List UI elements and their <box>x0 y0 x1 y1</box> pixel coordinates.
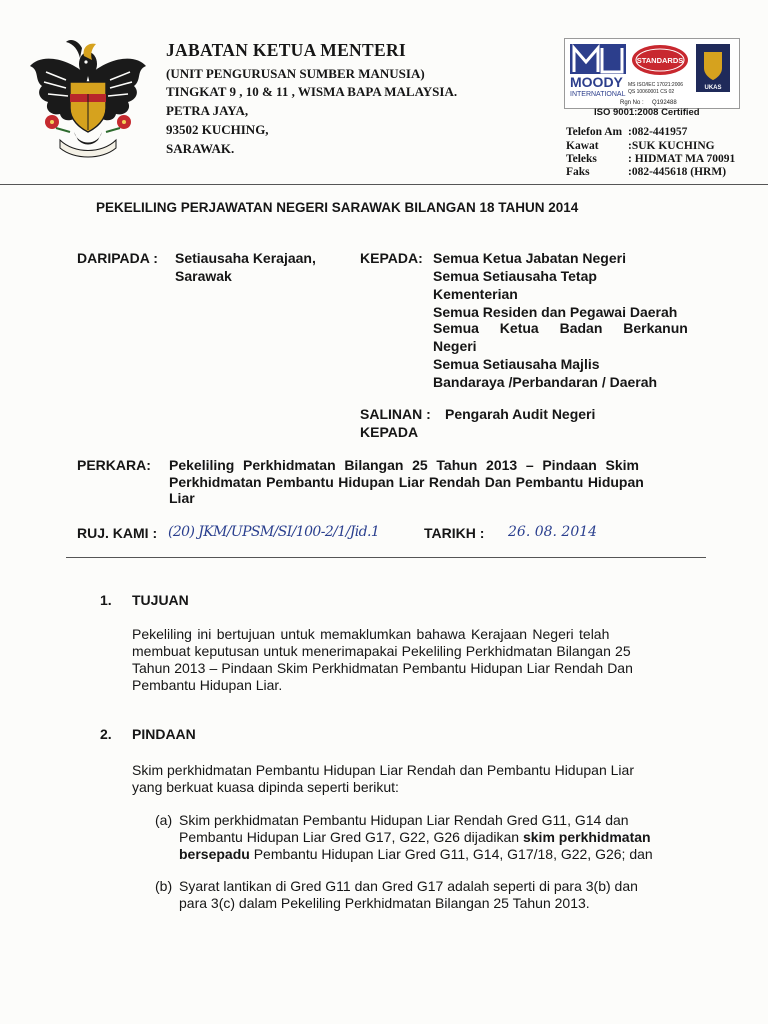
iso-certified-label: ISO 9001:2008 Certified <box>594 107 700 118</box>
ms-line-1: MS ISO/IEC 17021:2006 <box>628 82 684 88</box>
ukas-text: UKAS <box>704 85 722 91</box>
contact-telegraph <box>566 140 715 152</box>
organisation-name: JABATAN KETUA MENTERI <box>166 40 406 60</box>
recipient-line: Semua Residen dan Pegawai Daerah <box>433 304 678 320</box>
rgn-label: Rgn No <box>620 100 641 106</box>
recipient-line: Semua Setiausaha Majlis <box>433 356 600 372</box>
contact-value: :082-445618 (HRM) <box>628 166 727 178</box>
subject-line: Pekeliling Perkhidmatan Bilangan 25 Tahun 2013 – Pindaan Skim <box>169 457 639 473</box>
svg-text::: : <box>642 100 644 106</box>
paragraph-line: Pembantu Hidupan Liar. <box>132 677 283 693</box>
list-item-line: para 3(c) dalam Pekeliling Perkhidmatan Bilangan 25 Tahun 2013. <box>179 895 590 911</box>
reference-divider <box>66 557 706 558</box>
contact-fax <box>566 166 726 178</box>
paragraph-line: yang berkuat kuasa dipinda seperti berikut: <box>132 779 399 795</box>
address-line-postcode: 93502 KUCHING, <box>166 122 269 137</box>
list-item-line: Pembantu Hidupan Liar Gred G17, G22, G26 dijadikan skim perkhidmatan <box>179 829 651 845</box>
address-line-state: SARAWAK. <box>166 141 235 156</box>
moody-sub-text: INTERNATIONAL <box>570 91 626 98</box>
contact-key: Kawat <box>566 140 599 152</box>
from-label: DARIPADA : <box>77 250 158 266</box>
circular-title: PEKELILING PERJAWATAN NEGERI SARAWAK BILANGAN 18 TAHUN 2014 <box>96 200 579 215</box>
copy-label: SALINAN : <box>360 406 431 422</box>
copy-recipient: Pengarah Audit Negeri <box>445 406 596 422</box>
contact-value: :SUK KUCHING <box>628 140 715 152</box>
letterhead-divider <box>0 184 768 185</box>
standards-text: STANDARDS <box>636 56 684 65</box>
recipient-line: Semua Ketua Jabatan Negeri <box>433 250 626 266</box>
from-line: Setiausaha Kerajaan, <box>175 250 316 266</box>
subject-line: Liar <box>169 490 195 506</box>
address-line-unit: (UNIT PENGURUSAN SUMBER MANUSIA) <box>166 66 425 81</box>
list-item-line: Skim perkhidmatan Pembantu Hidupan Liar Rendah Gred G11, G14 dan <box>179 812 629 828</box>
recipient-line: Semua Setiausaha Tetap <box>433 268 597 284</box>
list-item-line: bersepadu Pembantu Hidupan Liar Gred G11, G14, G17/18, G22, G26; dan <box>179 846 653 862</box>
ms-line-2: QS 10060001 CS 02 <box>628 89 675 95</box>
section-heading-pindaan: PINDAAN <box>132 726 196 742</box>
contact-telex <box>566 153 735 165</box>
rgn-number: Q192488 <box>652 100 677 106</box>
paragraph-line: Skim perkhidmatan Pembantu Hidupan Liar Rendah dan Pembantu Hidupan Liar <box>132 762 634 778</box>
bold-text: bersepadu <box>179 846 250 862</box>
date-label: TARIKH : <box>424 525 485 541</box>
from-line: Sarawak <box>175 268 232 284</box>
contact-value: : HIDMAT MA 70091 <box>628 153 736 165</box>
recipient-line: Kementerian <box>433 286 518 302</box>
recipient-line: Negeri <box>433 338 477 354</box>
address-line-area: PETRA JAYA, <box>166 103 249 118</box>
section-number: 2. <box>100 726 112 742</box>
list-marker: (b) <box>155 878 173 894</box>
contact-value: :082-441957 <box>628 126 688 138</box>
list-item-line: Syarat lantikan di Gred G11 dan Gred G17 adalah seperti di para 3(b) dan <box>179 878 638 894</box>
moody-text: MOODY <box>570 74 623 90</box>
contact-key: Teleks <box>566 153 597 165</box>
recipient-line: Semua Ketua Badan Berkanun <box>433 320 688 336</box>
address-line-floor: TINGKAT 9 , 10 & 11 , WISMA BAPA MALAYSIA. <box>166 84 458 99</box>
sarawak-coat-of-arms <box>26 36 150 164</box>
to-label: KEPADA: <box>360 250 423 266</box>
section-number: 1. <box>100 592 112 608</box>
bold-text: skim perkhidmatan <box>522 829 651 845</box>
paragraph-line: membuat keputusan untuk menerimapakai Pekeliling Perkhidmatan Bilangan 25 <box>132 643 631 659</box>
contact-key: Telefon Am <box>566 126 623 138</box>
reference-label: RUJ. KAMI : <box>77 525 158 541</box>
contact-key: Faks <box>566 166 590 178</box>
recipient-line: Bandaraya /Perbandaran / Daerah <box>433 374 658 390</box>
date-value: 26. 08. 2014 <box>508 524 598 540</box>
reference-number: (20) JKM/UPSM/SI/100-2/1/Jid.1 <box>168 524 380 540</box>
section-heading-tujuan: TUJUAN <box>132 592 189 608</box>
subject-label: PERKARA: <box>77 457 151 473</box>
copy-label-kepada: KEPADA <box>360 424 419 440</box>
list-marker: (a) <box>155 812 173 828</box>
paragraph-line: Tahun 2013 – Pindaan Skim Perkhidmatan Pembantu Hidupan Liar Rendah Dan <box>132 660 633 676</box>
contact-telephone <box>566 126 687 138</box>
subject-line: Perkhidmatan Pembantu Hidupan Liar Rendah Dan Pembantu Hidupan <box>169 474 644 490</box>
paragraph-line: Pekeliling ini bertujuan untuk memaklumkan bahawa Kerajaan Negeri telah <box>132 626 610 642</box>
